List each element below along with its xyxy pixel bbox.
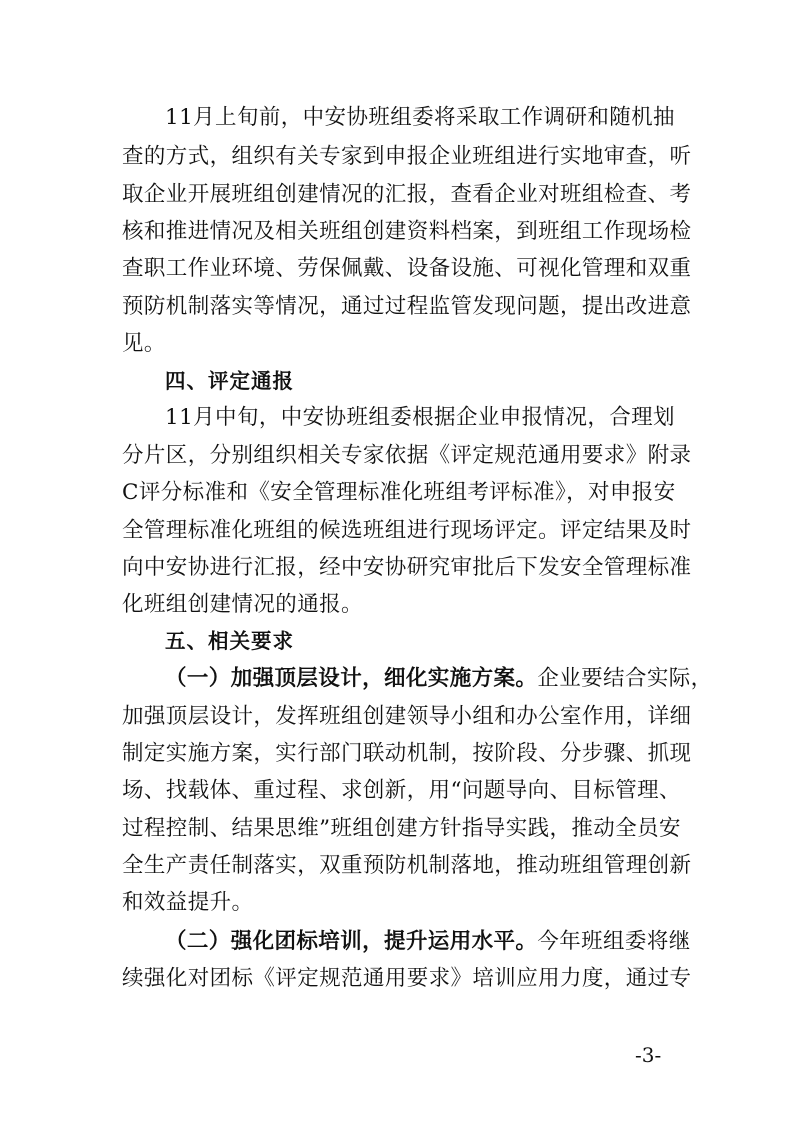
paragraph-line: 11月上旬前，中安协班组委将采取工作调研和随机抽 <box>165 105 675 130</box>
paragraph-line: 过程控制、结果思维”班组创建方针指导实践，推动全员安 <box>122 816 681 841</box>
subsection-text: 今年班组委将继 <box>537 929 691 954</box>
paragraph-line: 分片区，分别组织相关专家依据《评定规范通用要求》附录 <box>122 443 692 468</box>
section-heading-5: 五、相关要求 <box>165 629 294 653</box>
paragraph-line: 续强化对团标《评定规范通用要求》培训应用力度，通过专 <box>122 966 692 991</box>
paragraph-line: 核和推进情况及相关班组创建资料档案，到班组工作现场检 <box>122 219 692 244</box>
paragraph-line: 预防机制落实等情况，通过过程监管发现问题，提出改进意 <box>122 294 692 319</box>
paragraph-line: 化班组创建情况的通报。 <box>122 592 363 617</box>
paragraph-line: 制定实施方案，实行部门联动机制，按阶段、分步骤、抓现 <box>122 741 692 766</box>
paragraph-line: 全管理标准化班组的候选班组进行现场评定。评定结果及时 <box>122 518 692 543</box>
subsection-first-line <box>165 925 691 959</box>
paragraph-line: 场、找载体、重过程、求创新，用“问题导向、目标管理、 <box>122 778 681 803</box>
subsection-title-2: （二）强化团标培训，提升运用水平。 <box>165 929 538 954</box>
page-number: -3- <box>635 1043 662 1067</box>
paragraph-line: 全生产责任制落实，双重预防机制落地，推动班组管理创新 <box>122 853 692 878</box>
paragraph-line: 取企业开展班组创建情况的汇报，查看企业对班组检查、考 <box>122 182 692 207</box>
paragraph-line: 向中安协进行汇报，经中安协研究审批后下发安全管理标准 <box>122 555 692 580</box>
paragraph-line: 11月中旬，中安协班组委根据企业申报情况，合理划 <box>165 405 675 430</box>
paragraph-line: 见。 <box>122 331 166 356</box>
paragraph-line: C评分标准和《安全管理标准化班组考评标准》，对申报安 <box>122 480 676 505</box>
paragraph-line: 和效益提升。 <box>122 890 254 915</box>
subsection-text: 企业要结合实际， <box>537 666 713 691</box>
subsection-first-line <box>165 662 713 696</box>
section-heading-4: 四、评定通报 <box>165 369 294 393</box>
paragraph-line: 查的方式，组织有关专家到申报企业班组进行实地审查，听 <box>122 144 692 169</box>
paragraph-line: 查职工作业环境、劳保佩戴、设备设施、可视化管理和双重 <box>122 256 692 281</box>
subsection-title-1: （一）加强顶层设计，细化实施方案。 <box>165 666 538 691</box>
paragraph-line: 加强顶层设计，发挥班组创建领导小组和办公室作用，详细 <box>122 704 692 729</box>
